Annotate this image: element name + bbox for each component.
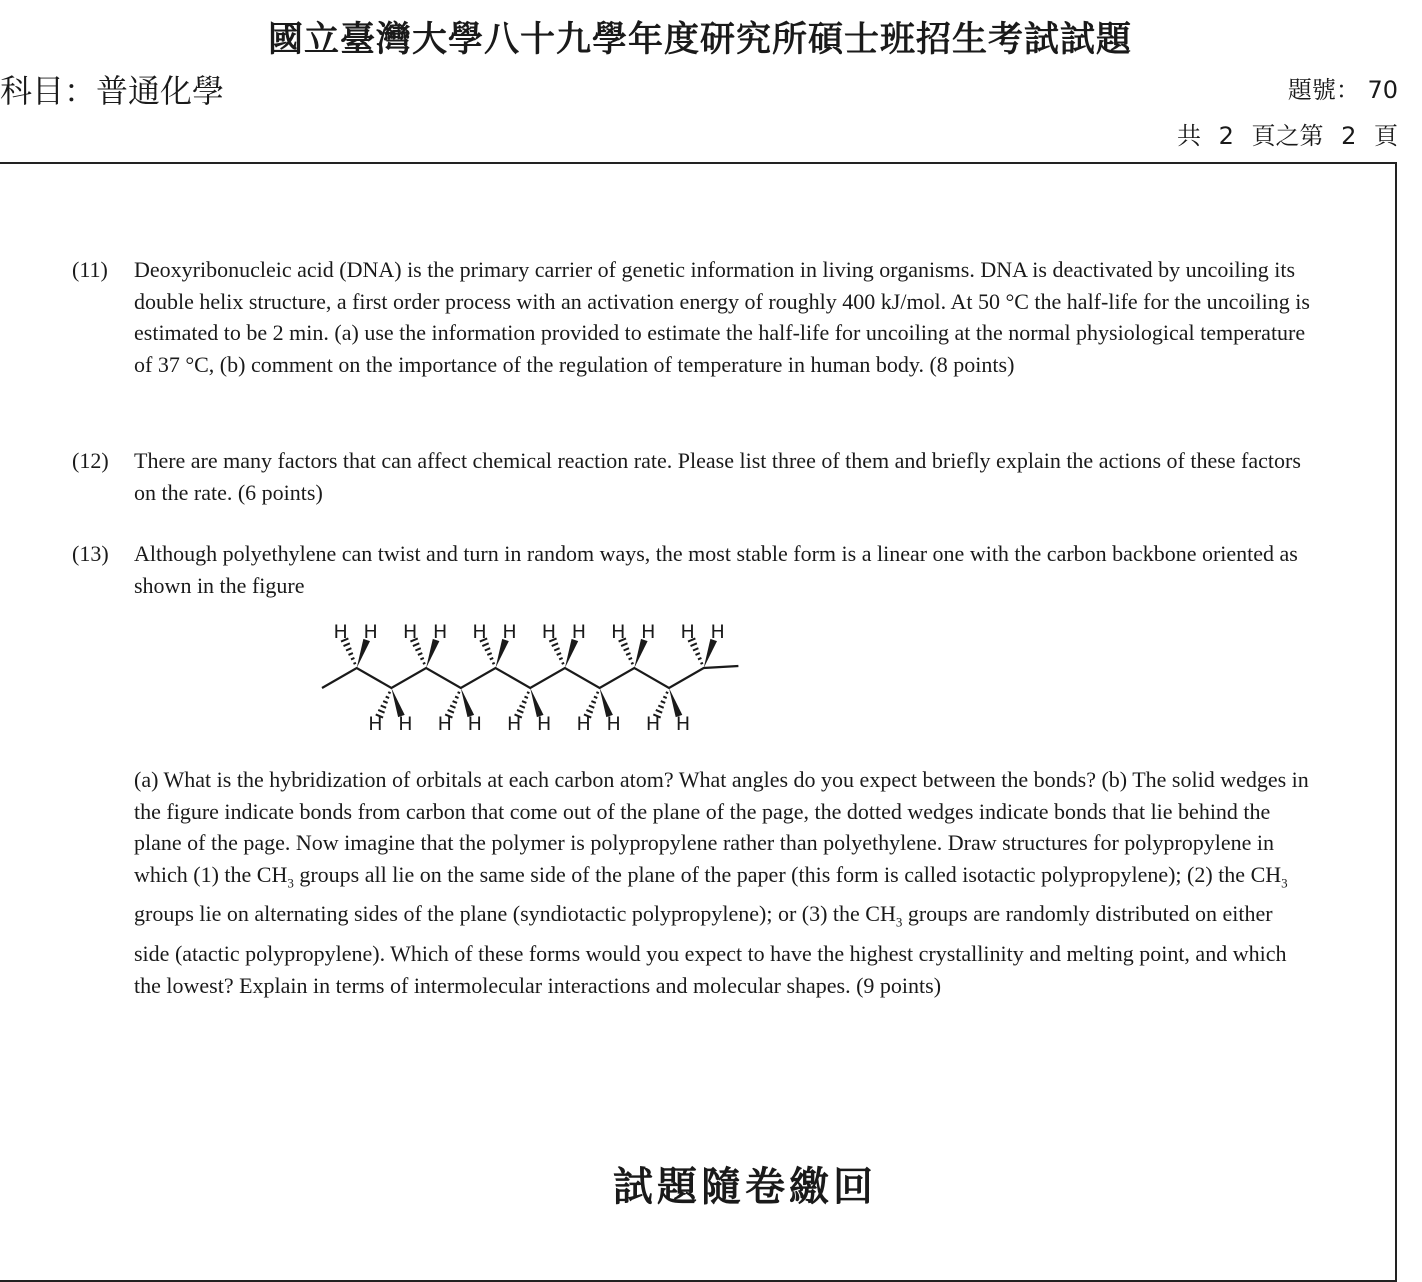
hydrogen-atom-label: H <box>363 621 378 643</box>
hydrogen-atom-label: H <box>641 621 656 643</box>
solid-wedge-bond <box>634 639 647 668</box>
question-12-text: There are many factors that can affect chemical reaction rate. Please list three of them and briefly explain the actions of these factors on the rate. (6 points) <box>134 448 1301 505</box>
figure-labels <box>334 621 725 735</box>
question-12-number: (12) <box>72 448 109 473</box>
subject-label: 科目：普通化學 <box>0 72 225 110</box>
hydrogen-atom-label: H <box>467 713 482 735</box>
hydrogen-atom-label: H <box>472 621 487 643</box>
q13-text-part-3: groups lie on alternating sides of the plane (syndiotactic polypropylene); or (3) the CH <box>134 901 896 927</box>
hydrogen-atom-label: H <box>541 621 557 643</box>
solid-wedge-bond <box>704 639 717 668</box>
page-info-label: 共 2 頁之第 2 頁 <box>1176 122 1398 150</box>
q13-text-part-1: (a) What is the hybridization of orbitals at each carbon atom? What angles do you expect between the bonds? (b) The solid wedges in the figure indicate bonds from carbon that come out of the plane of the page, the dotted wedges indicate bonds that lie behind the plane of the page. Now imagine that the polymer is polypropylene rather than polyethylene. Draw structures for polypropylene in which (1) the CH <box>134 767 1309 887</box>
hydrogen-atom-label: H <box>507 713 522 735</box>
polyethylene-structure-figure <box>312 618 782 738</box>
q13-text-part-4: groups are randomly distributed on either side (atactic polypropylene). Which of these forms would you expect to have the highest crystallinity and melting point, and which the lowest? Explain in terms of intermolecular interactions and molecular shapes. (9 points) <box>134 901 1287 998</box>
solid-wedge-bond <box>357 639 370 668</box>
hydrogen-atom-label: H <box>645 713 661 735</box>
hydrogen-atom-label: H <box>571 621 587 643</box>
q13-text-part-2: groups all lie on the same side of the plane of the paper (this form is called isotactic polypropylene); (2) the CH <box>293 861 1282 887</box>
hydrogen-atom-label: H <box>502 621 517 643</box>
question-11-number: (11) <box>72 257 108 282</box>
exam-header-title: 國立臺灣大學八十九學年度研究所碩士班招生考試試題 <box>267 20 1132 60</box>
solid-wedge-bond <box>565 639 578 668</box>
hydrogen-atom-label: H <box>576 713 591 735</box>
question-13-text: Although polyethylene can twist and turn in random ways, the most stable form is a linear one with the carbon backbone oriented as shown in the figure <box>134 541 1298 598</box>
hydrogen-atom-label: H <box>606 713 621 735</box>
hydrogen-atom-label: H <box>398 713 413 735</box>
return-exam-notice: 試題隨卷繳回 <box>613 1163 877 1210</box>
question-number-label: 題號： 70 <box>1287 76 1398 104</box>
hydrogen-atom-label: H <box>611 621 626 643</box>
figure-bonds <box>322 638 738 717</box>
hydrogen-atom-label: H <box>368 713 383 735</box>
question-13-number: (13) <box>72 541 109 566</box>
question-11 <box>72 254 1312 380</box>
hydrogen-atom-label: H <box>710 621 725 643</box>
question-11-text: Deoxyribonucleic acid (DNA) is the primary carrier of genetic information in living organisms. DNA is deactivated by uncoiling its double helix structure, a first order process with an activation energy of roughly 400 kJ/mol. At 50 °C the half-life for the uncoiling is estimated to be 2 min. (a) use the information provided to estimate the half-life for uncoiling at the normal physiological temperature of 37 °C, (b) comment on the importance of the regulation of temperature in human body. (8 points) <box>134 257 1310 377</box>
solid-wedge-bond <box>426 639 439 668</box>
solid-wedge-bond <box>496 639 509 668</box>
hydrogen-atom-label: H <box>680 621 695 643</box>
ch3-subscript-2: 3 <box>1281 874 1288 890</box>
hydrogen-atom-label: H <box>333 621 348 643</box>
question-13-continuation <box>72 764 1312 1001</box>
hydrogen-atom-label: H <box>432 621 448 643</box>
hydrogen-atom-label: H <box>437 713 452 735</box>
question-12 <box>72 445 1312 508</box>
ch3-subscript-3: 3 <box>895 914 903 930</box>
hydrogen-atom-label: H <box>675 713 691 735</box>
hydrogen-atom-label: H <box>537 713 552 735</box>
question-13-subparts-text <box>134 764 1312 1001</box>
question-13 <box>72 538 1312 601</box>
ch3-subscript-1: 3 <box>287 874 294 890</box>
hydrogen-atom-label: H <box>402 621 418 643</box>
carbon-backbone <box>322 666 738 688</box>
